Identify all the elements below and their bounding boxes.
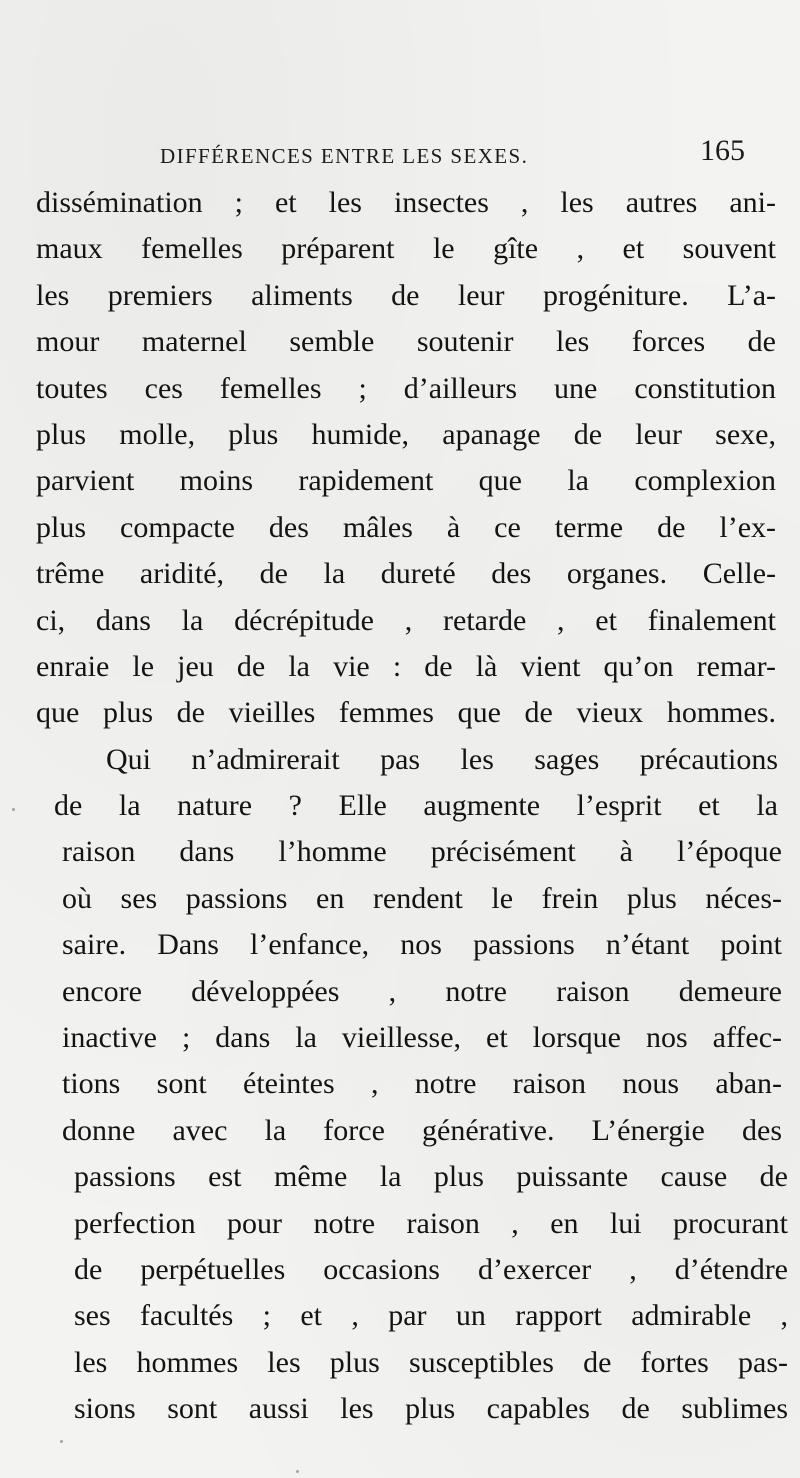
text-line: encore développées , notre raison demeure (62, 974, 782, 1008)
text-line: dissémination ; et les insectes , les autres ani- (36, 186, 776, 219)
page-header (160, 134, 745, 174)
text-line: tions sont éteintes , notre raison nous aban- (62, 1067, 782, 1101)
text-line: plus molle, plus humide, apanage de leur sexe, (36, 417, 776, 451)
paragraph-2 (36, 737, 788, 1433)
text-line: enraie le jeu de la vie : de là vient qu’on remar- (36, 649, 776, 683)
text-line: toutes ces femelles ; d’ailleurs une constitution (36, 371, 776, 405)
text-line: raison dans l’homme précisément à l’époque (62, 835, 782, 869)
paper-speck (296, 1470, 299, 1473)
text-line: mour maternel semble soutenir les forces de (36, 325, 776, 359)
text-line: ses facultés ; et , par un rapport admirable , (74, 1299, 788, 1333)
paper-speck (60, 1440, 63, 1443)
text-line: donne avec la force générative. L’énergie des (62, 1113, 782, 1147)
text-line: les hommes les plus susceptibles de fortes pas- (74, 1345, 788, 1379)
text-line: ci, dans la décrépitude , retarde , et finalement (36, 603, 776, 637)
text-line: parvient moins rapidement que la complexion (36, 464, 776, 498)
text-line: où ses passions en rendent le frein plus néces- (62, 881, 782, 915)
text-line: de perpétuelles occasions d’exercer , d’étendre (74, 1252, 788, 1286)
text-line: Qui n’admirerait pas les sages précautions (106, 742, 778, 776)
paragraph-1 (36, 180, 776, 737)
text-line: saire. Dans l’enfance, nos passions n’étant point (62, 928, 782, 962)
text-line: que plus de vieilles femmes que de vieux hommes. (36, 696, 776, 730)
text-line: les premiers aliments de leur progéniture. L’a- (36, 278, 776, 312)
paper-speck (12, 808, 15, 811)
running-title: DIFFÉRENCES ENTRE LES SEXES. (160, 144, 529, 168)
text-line: trême aridité, de la dureté des organes. Celle- (36, 557, 776, 591)
text-line: perfection pour notre raison , en lui procurant (74, 1206, 788, 1240)
text-line: plus compacte des mâles à ce terme de l’ex- (36, 510, 776, 544)
page-number: 165 (700, 134, 745, 167)
text-line: sions sont aussi les plus capables de sublimes (74, 1392, 788, 1426)
text-line: de la nature ? Elle augmente l’esprit et la (54, 789, 778, 823)
text-line: passions est même la plus puissante cause de (74, 1160, 788, 1194)
text-line: inactive ; dans la vieillesse, et lorsque nos affec- (62, 1021, 782, 1055)
text-line: maux femelles préparent le gîte , et souvent (36, 232, 776, 266)
body-text (36, 180, 788, 1433)
